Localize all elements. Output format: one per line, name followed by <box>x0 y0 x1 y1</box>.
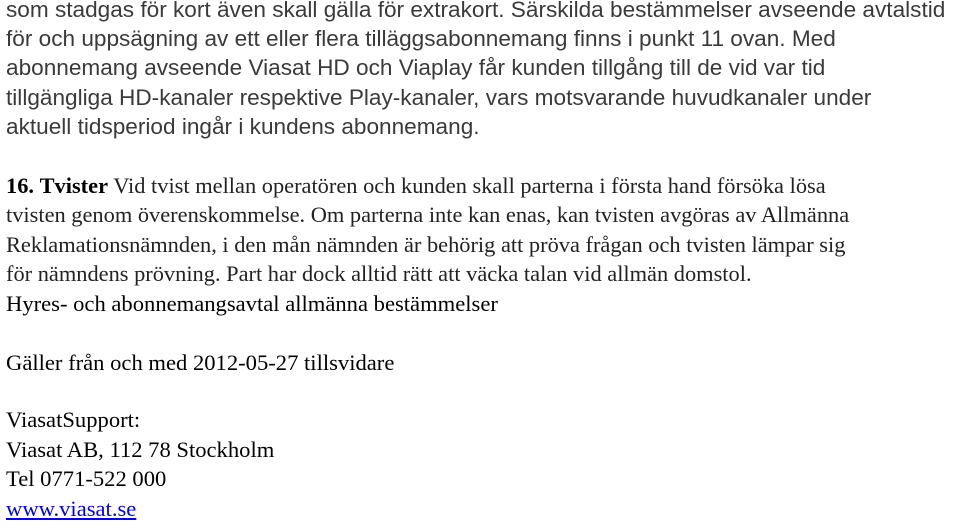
support-label: ViasatSupport: <box>6 407 141 432</box>
section-number: 16. <box>6 173 34 198</box>
validity-text: Gäller från och med 2012-05-27 tillsvidare <box>6 350 395 375</box>
support-website-line <box>6 494 958 524</box>
document-title: Hyres- och abonnemangsavtal allmänna bestämmelser <box>6 291 498 316</box>
section-16-line: tvisten genom överenskommelse. Om parterna inte kan enas, kan tvisten avgöras av Allmänna <box>6 202 850 228</box>
paragraph-line: som stadgas för kort även skall gälla för extrakort. Särskilda bestämmelser avseende avtalstid <box>6 0 946 22</box>
support-address: Viasat AB, 112 78 Stockholm <box>6 436 275 462</box>
section-title: Tvister <box>39 173 109 198</box>
website-link[interactable]: www.viasat.se <box>6 495 137 521</box>
support-contact-block <box>6 405 958 523</box>
section-16-disputes <box>6 171 958 289</box>
document-page <box>6 0 958 527</box>
paragraph-line: abonnemang avseende Viasat HD och Viaplay får kunden tillgång till de vid var tid <box>6 55 826 81</box>
paragraph-line: tillgängliga HD-kanaler respektive Play-kanaler, vars motsvarande huvudkanaler under <box>6 84 872 110</box>
support-phone: Tel 0771-522 000 <box>6 466 167 492</box>
validity-block <box>6 348 958 378</box>
paragraph-line: aktuell tidsperiod ingår i kundens abonnemang. <box>6 113 480 139</box>
section-16-line: för nämndens prövning. Part har dock alltid rätt att väcka talan vid allmän domstol. <box>6 261 752 287</box>
section-16-line: Reklamationsnämnden, i den mån nämnden är behörig att pröva frågan och tvisten lämpar sig <box>6 231 846 257</box>
paragraph-15-tail <box>6 0 958 141</box>
section-16-first-line <box>6 171 958 200</box>
paragraph-line: för och uppsägning av ett eller flera tilläggsabonnemang finns i punkt 11 ovan. Med <box>6 26 836 52</box>
document-title-block <box>6 289 958 319</box>
section-16-line-text: Vid tvist mellan operatören och kunden skall parterna i första hand försöka lösa <box>108 173 826 198</box>
